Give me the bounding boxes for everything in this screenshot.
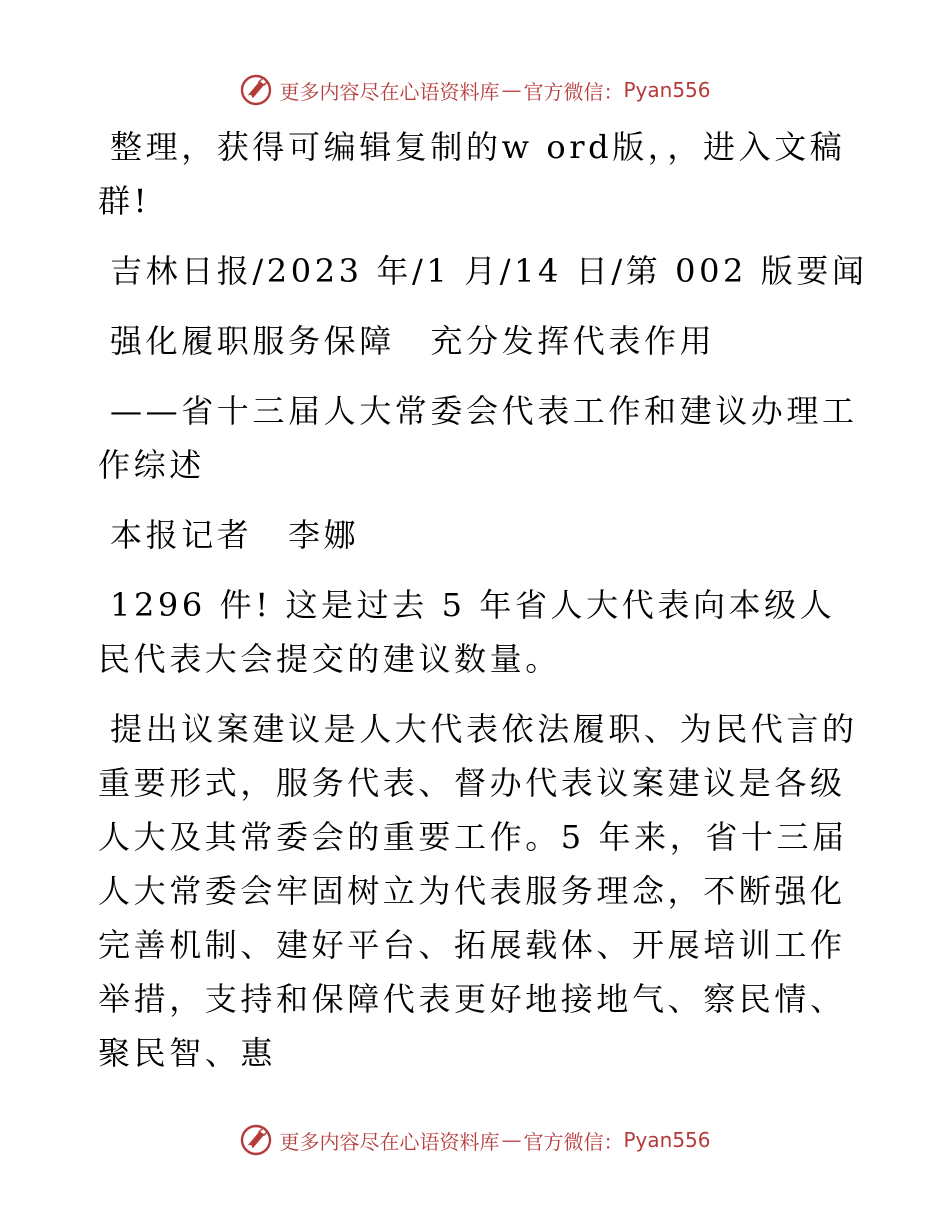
intro-text: 整理，获得可编辑复制的w ord版，，进入文稿群! — [98, 128, 846, 220]
banner-separator: — — [501, 78, 522, 102]
library-logo-icon — [239, 1123, 273, 1157]
banner-text: 更多内容尽在心语资料库 — [279, 1129, 500, 1154]
subheadline: ——省十三届人大常委会代表工作和建议办理工作综述 — [98, 392, 858, 484]
banner-separator: — — [501, 1128, 522, 1152]
banner-official-label: 官方微信： — [523, 79, 624, 104]
header-banner — [0, 70, 950, 110]
banner-text: 更多内容尽在心语资料库 — [279, 79, 500, 104]
library-logo-icon — [239, 73, 273, 107]
byline: 本报记者 李娜 — [110, 516, 360, 554]
paragraph-1: 1296 件! 这是过去 5 年省人大代表向本级人民代表大会提交的建议数量。 — [98, 586, 836, 678]
headline: 强化履职服务保障 充分发挥代表作用 — [110, 322, 716, 360]
source-line: 吉林日报/2023 年/1 月/14 日/第 002 版要闻 — [110, 252, 868, 290]
paragraph-2: 提出议案建议是人大代表依法履职、为民代言的重要形式，服务代表、督办代表议案建议是各级人大及其常委会的重要工作。5 年来，省十三届人大常委会牢固树立为代表服务理念，不断强化完善机制、建好平台、拓展载体、开展培训工作举措，支持和保障代表更好地接地气、察民情、聚民智、惠 — [98, 710, 858, 1072]
banner-wechat-id: Pyan556 — [623, 1128, 711, 1152]
banner-official-label: 官方微信： — [523, 1129, 624, 1154]
footer-banner — [0, 1120, 950, 1160]
article-body — [98, 120, 868, 1080]
banner-wechat-id: Pyan556 — [623, 78, 711, 102]
